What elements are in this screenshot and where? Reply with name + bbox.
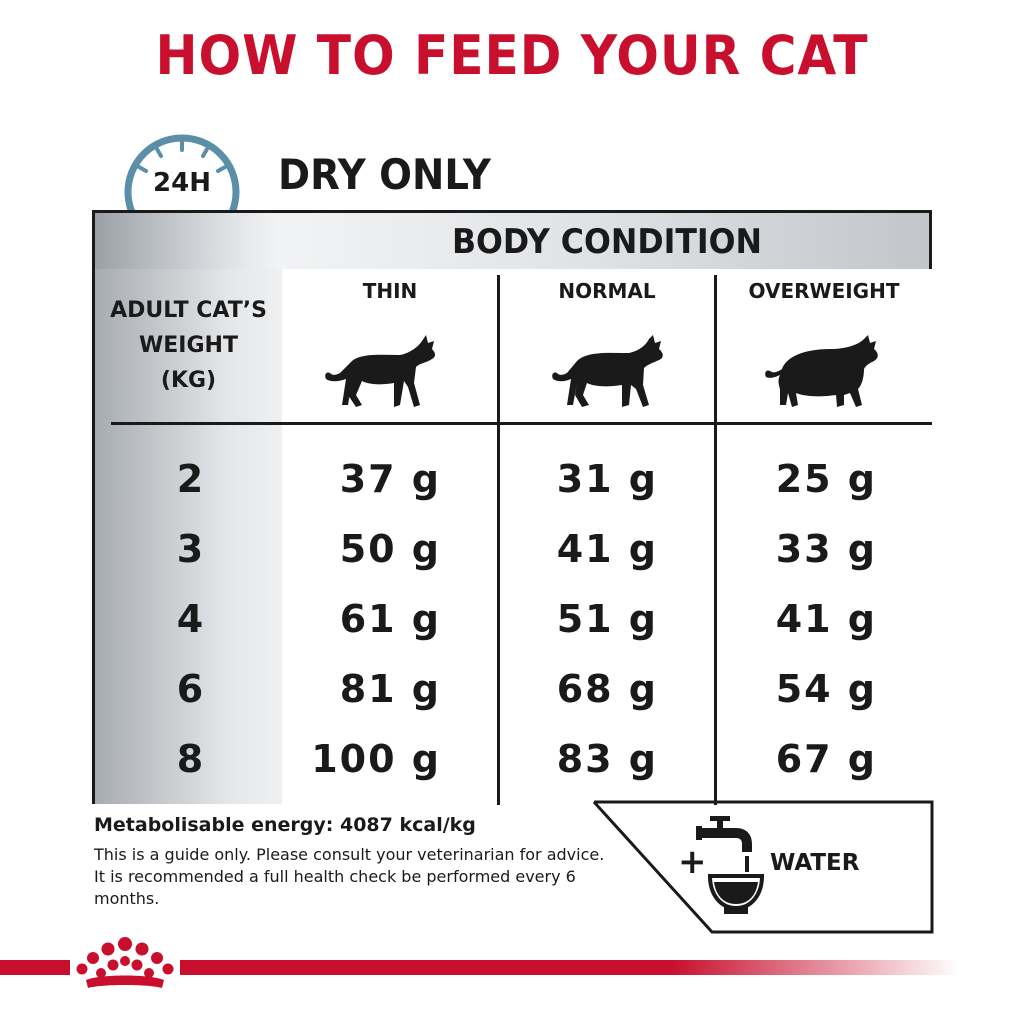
cell-thin: 61 g <box>339 597 441 641</box>
crown-logo-icon <box>70 934 180 996</box>
row-weight: 3 <box>176 527 204 571</box>
weight-header-line: (KG) <box>160 368 217 393</box>
section-title: DRY ONLY <box>278 150 491 199</box>
cell-normal: 31 g <box>556 457 658 501</box>
water-label: WATER <box>770 850 860 876</box>
page-title: HOW TO FEED YOUR CAT <box>155 24 869 87</box>
body-condition-header: BODY CONDITION <box>451 222 763 262</box>
cell-thin: 81 g <box>339 667 441 711</box>
clock-icon <box>120 128 248 213</box>
header-divider <box>111 422 932 425</box>
row-weight: 8 <box>176 737 204 781</box>
clock-label: 24H <box>153 168 211 198</box>
column-header-overweight: OVERWEIGHT <box>748 279 900 303</box>
cell-overweight: 33 g <box>775 527 877 571</box>
cell-normal: 68 g <box>556 667 658 711</box>
cell-overweight: 25 g <box>775 457 877 501</box>
row-weight: 6 <box>176 667 204 711</box>
cell-normal: 41 g <box>556 527 658 571</box>
feeding-table <box>92 210 932 804</box>
cell-thin: 100 g <box>311 737 441 781</box>
plus-sign: + <box>678 842 707 882</box>
water-tap-icon <box>696 812 768 916</box>
cell-overweight: 54 g <box>775 667 877 711</box>
column-divider <box>497 275 500 805</box>
cell-normal: 51 g <box>556 597 658 641</box>
weight-column-header <box>95 293 282 398</box>
row-weight: 2 <box>176 457 204 501</box>
thin-cat-icon <box>322 335 442 409</box>
guide-note: This is a guide only. Please consult your veterinarian for advice. It is recommended a full health check be performed every 6 months. <box>94 845 605 908</box>
weight-header-line: WEIGHT <box>139 333 238 358</box>
cell-overweight: 41 g <box>775 597 877 641</box>
weight-header-line: ADULT CAT’S <box>110 298 267 323</box>
cell-thin: 50 g <box>339 527 441 571</box>
row-weight: 4 <box>176 597 204 641</box>
metabolisable-energy: Metabolisable energy: 4087 kcal/kg <box>94 814 476 836</box>
cell-normal: 83 g <box>556 737 658 781</box>
cell-overweight: 67 g <box>775 737 877 781</box>
column-header-thin: THIN <box>362 279 418 303</box>
normal-cat-icon <box>549 335 669 409</box>
cell-thin: 37 g <box>339 457 441 501</box>
column-header-normal: NORMAL <box>558 279 656 303</box>
overweight-cat-icon <box>764 335 884 409</box>
column-divider <box>714 275 717 805</box>
